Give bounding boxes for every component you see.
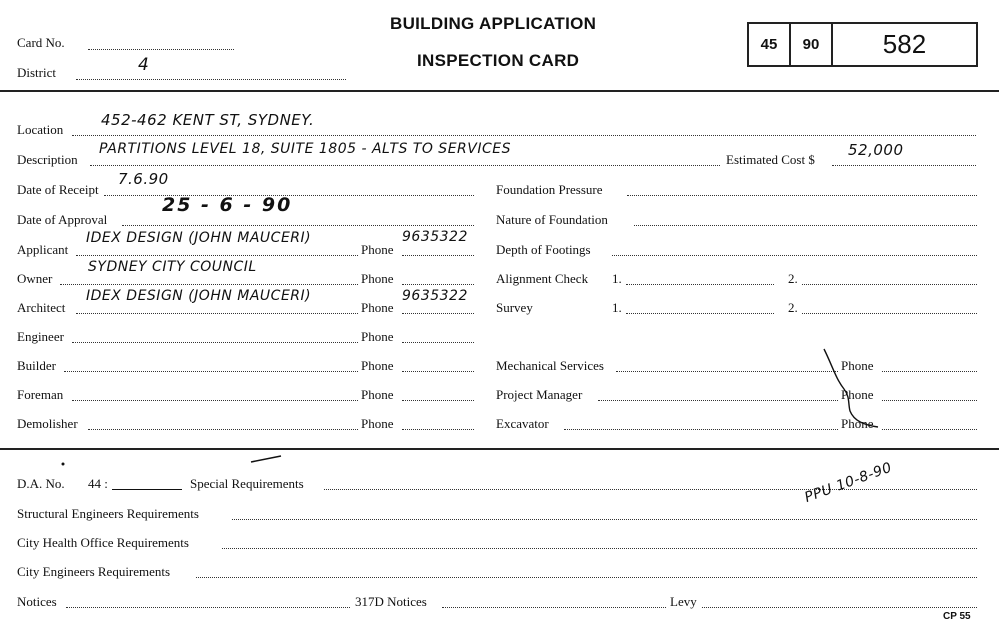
da-no-value: 44 :	[88, 476, 108, 491]
notices-field[interactable]	[66, 607, 350, 608]
alignment-check-2-label: 2.	[788, 271, 798, 286]
depth-footings-label: Depth of Footings	[496, 242, 591, 257]
builder-phone-field[interactable]	[402, 371, 474, 372]
foundation-pressure-label: Foundation Pressure	[496, 182, 603, 197]
nature-foundation-label: Nature of Foundation	[496, 212, 608, 227]
special-req-field[interactable]	[324, 489, 977, 490]
survey-label: Survey	[496, 300, 533, 315]
box-card-number: 582	[882, 29, 927, 59]
owner-label: Owner	[17, 271, 53, 286]
city-engineers-field[interactable]	[196, 577, 977, 578]
owner-phone-field[interactable]	[402, 284, 474, 285]
notices-317d-label: 317D Notices	[355, 594, 427, 609]
box-cell-45: 45	[749, 24, 791, 65]
alignment-check-label: Alignment Check	[496, 271, 589, 286]
project-manager-phone-label: Phone	[841, 387, 874, 402]
card-number-box	[747, 22, 978, 67]
applicant-phone-field[interactable]	[402, 255, 474, 256]
levy-label: Levy	[670, 594, 697, 609]
foreman-field[interactable]	[72, 400, 358, 401]
mechanical-phone-label: Phone	[841, 358, 874, 373]
city-engineers-label: City Engineers Requirements	[17, 564, 171, 579]
project-manager-label: Project Manager	[496, 387, 583, 402]
project-manager-phone-field[interactable]	[882, 400, 977, 401]
mechanical-field[interactable]	[616, 371, 838, 372]
applicant-value: IDEX DESIGN (JOHN MAUCERI)	[86, 230, 312, 246]
date-receipt-label: Date of Receipt	[17, 182, 99, 197]
applicant-label: Applicant	[17, 242, 69, 257]
foreman-phone-label: Phone	[361, 387, 394, 402]
foreman-phone-field[interactable]	[402, 400, 474, 401]
title-line1: BUILDING APPLICATION	[390, 14, 597, 33]
alignment-check-1-field[interactable]	[626, 284, 774, 285]
location-label: Location	[17, 122, 64, 137]
survey-1-field[interactable]	[626, 313, 774, 314]
survey-2-label: 2.	[788, 300, 798, 315]
district-field[interactable]	[76, 79, 346, 80]
mechanical-phone-field[interactable]	[882, 371, 977, 372]
architect-phone-label: Phone	[361, 300, 394, 315]
alignment-check-1-label: 1.	[612, 271, 622, 286]
health-label: City Health Office Requirements	[17, 535, 189, 550]
middle-divider	[0, 448, 999, 450]
card-no-field[interactable]	[88, 49, 234, 50]
excavator-label: Excavator	[496, 416, 549, 431]
builder-phone-label: Phone	[361, 358, 394, 373]
architect-phone-value: 9635322	[402, 288, 468, 304]
structural-field[interactable]	[232, 519, 977, 520]
header-divider	[0, 90, 999, 92]
structural-label: Structural Engineers Requirements	[17, 506, 199, 521]
architect-value: IDEX DESIGN (JOHN MAUCERI)	[86, 288, 312, 304]
location-field[interactable]	[72, 135, 976, 136]
date-approval-value: 25 - 6 - 90	[162, 194, 293, 216]
title-line2: INSPECTION CARD	[417, 51, 580, 70]
excavator-field[interactable]	[564, 429, 838, 430]
demolisher-field[interactable]	[88, 429, 358, 430]
survey-1-label: 1.	[612, 300, 622, 315]
demolisher-phone-field[interactable]	[402, 429, 474, 430]
engineer-field[interactable]	[72, 342, 358, 343]
demolisher-label: Demolisher	[17, 416, 78, 431]
excavator-phone-label: Phone	[841, 416, 874, 431]
date-approval-label: Date of Approval	[17, 212, 108, 227]
estimated-cost-field[interactable]	[832, 165, 976, 166]
pen-stroke-mark	[818, 345, 888, 435]
foreman-label: Foreman	[17, 387, 64, 402]
notices-317d-field[interactable]	[442, 607, 666, 608]
structural-note: PPU 10-8-90	[802, 459, 895, 506]
card-no-label: Card No.	[17, 35, 65, 50]
builder-label: Builder	[17, 358, 56, 373]
date-receipt-value: 7.6.90	[118, 170, 169, 188]
district-value: 4	[138, 55, 150, 75]
depth-footings-field[interactable]	[612, 255, 977, 256]
owner-field[interactable]	[60, 284, 358, 285]
alignment-check-2-field[interactable]	[802, 284, 977, 285]
mechanical-label: Mechanical Services	[496, 358, 604, 373]
district-label: District	[17, 65, 56, 80]
estimated-cost-label: Estimated Cost $	[726, 152, 815, 167]
architect-label: Architect	[17, 300, 66, 315]
engineer-label: Engineer	[17, 329, 64, 344]
estimated-cost-value: 52,000	[848, 141, 904, 159]
box-cell-90: 90	[791, 24, 833, 65]
survey-2-field[interactable]	[802, 313, 977, 314]
health-field[interactable]	[222, 548, 977, 549]
owner-phone-label: Phone	[361, 271, 394, 286]
demolisher-phone-label: Phone	[361, 416, 394, 431]
location-value: 452-462 KENT ST, SYDNEY.	[101, 111, 315, 129]
applicant-field[interactable]	[76, 255, 358, 256]
applicant-phone-label: Phone	[361, 242, 394, 257]
engineer-phone-field[interactable]	[402, 342, 474, 343]
architect-phone-field[interactable]	[402, 313, 474, 314]
architect-field[interactable]	[76, 313, 358, 314]
description-label: Description	[17, 152, 78, 167]
levy-field[interactable]	[702, 607, 977, 608]
date-approval-field[interactable]	[122, 225, 474, 226]
foundation-pressure-field[interactable]	[627, 195, 977, 196]
form-code: CP 55	[943, 611, 971, 622]
engineer-phone-label: Phone	[361, 329, 394, 344]
excavator-phone-field[interactable]	[882, 429, 977, 430]
notices-label: Notices	[17, 594, 57, 609]
da-no-label: D.A. No.	[17, 476, 65, 491]
nature-foundation-field[interactable]	[634, 225, 977, 226]
special-req-label: Special Requirements	[190, 476, 304, 491]
applicant-phone-value: 9635322	[402, 229, 468, 245]
stray-pen-marks	[55, 452, 295, 472]
description-field[interactable]	[90, 165, 720, 166]
description-value: PARTITIONS LEVEL 18, SUITE 1805 - ALTS TO SERVICES	[99, 141, 511, 157]
owner-value: SYDNEY CITY COUNCIL	[88, 259, 257, 275]
project-manager-field[interactable]	[598, 400, 838, 401]
builder-field[interactable]	[64, 371, 358, 372]
da-no-line	[112, 489, 182, 490]
